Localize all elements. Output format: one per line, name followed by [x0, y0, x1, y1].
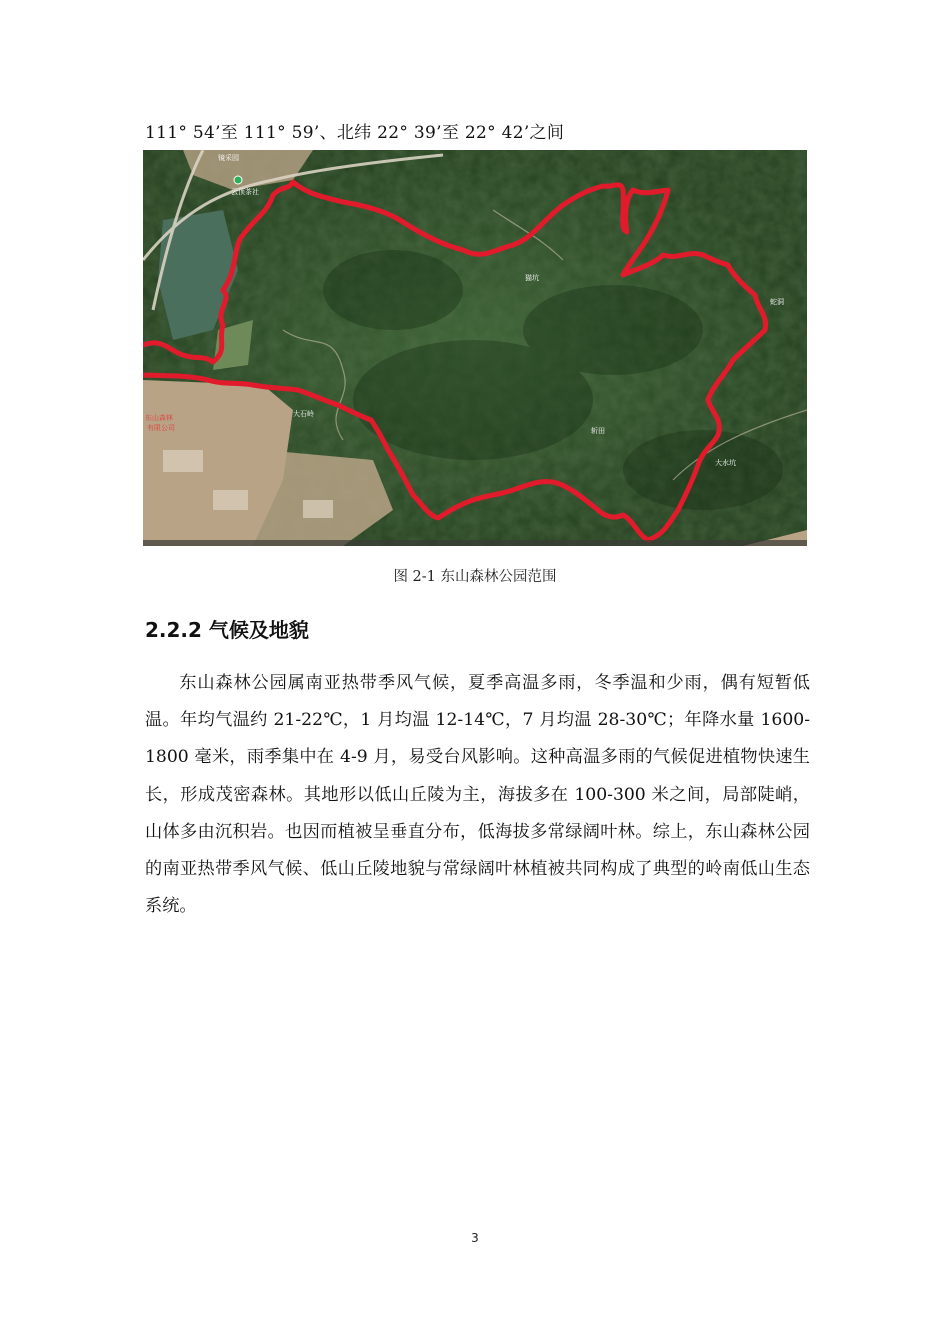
map-label-mao-keng: 猫坑	[525, 274, 539, 282]
body-paragraph: 东山森林公园属南亚热带季风气候，夏季高温多雨，冬季温和少雨，偶有短暂低温。年均气温约 21-22℃，1 月均温 12-14℃，7 月均温 28-30℃；年降水量 1600-1800 毫米，雨季集中在 4-9 月，易受台风影响。这种高温多雨的气候促进植物快速生长，形成茂密森林。其地形以低山丘陵为主，海拔多在 100-300 米之间，局部陡峭，山体多由沉积岩。也因而植被呈垂直分布，低海拔多常绿阔叶林。综上，东山森林公园的南亚热带季风气候、低山丘陵地貌与常绿阔叶林植被共同构成了典型的岭南低山生态系统。	[145, 673, 810, 917]
map-label-left-company-1: 东山森林	[145, 414, 173, 422]
satellite-map-image	[143, 150, 807, 546]
map-label-she-dong: 蛇洞	[770, 298, 784, 306]
figure-caption: 图 2-1 东山森林公园范围	[393, 569, 557, 585]
map-label-top-left-poi: 镜采园	[218, 154, 239, 162]
park-boundary-map	[143, 150, 807, 546]
map-label-da-shui-keng: 大水坑	[715, 459, 736, 467]
map-label-da-shi-ling: 大石岭	[293, 410, 314, 418]
map-label-left-company-2: 有限公司	[147, 424, 175, 432]
map-pin-icon	[234, 176, 242, 184]
map-label-zhan-tian: 斩田	[591, 427, 605, 435]
coordinates-text: 111° 54’至 111° 59’、北纬 22° 39’至 22° 42’之间	[145, 123, 565, 143]
page-number: 3	[471, 1231, 479, 1245]
map-label-small-poi: 云顶茶社	[231, 188, 259, 196]
section-heading: 2.2.2 气候及地貌	[145, 618, 309, 642]
